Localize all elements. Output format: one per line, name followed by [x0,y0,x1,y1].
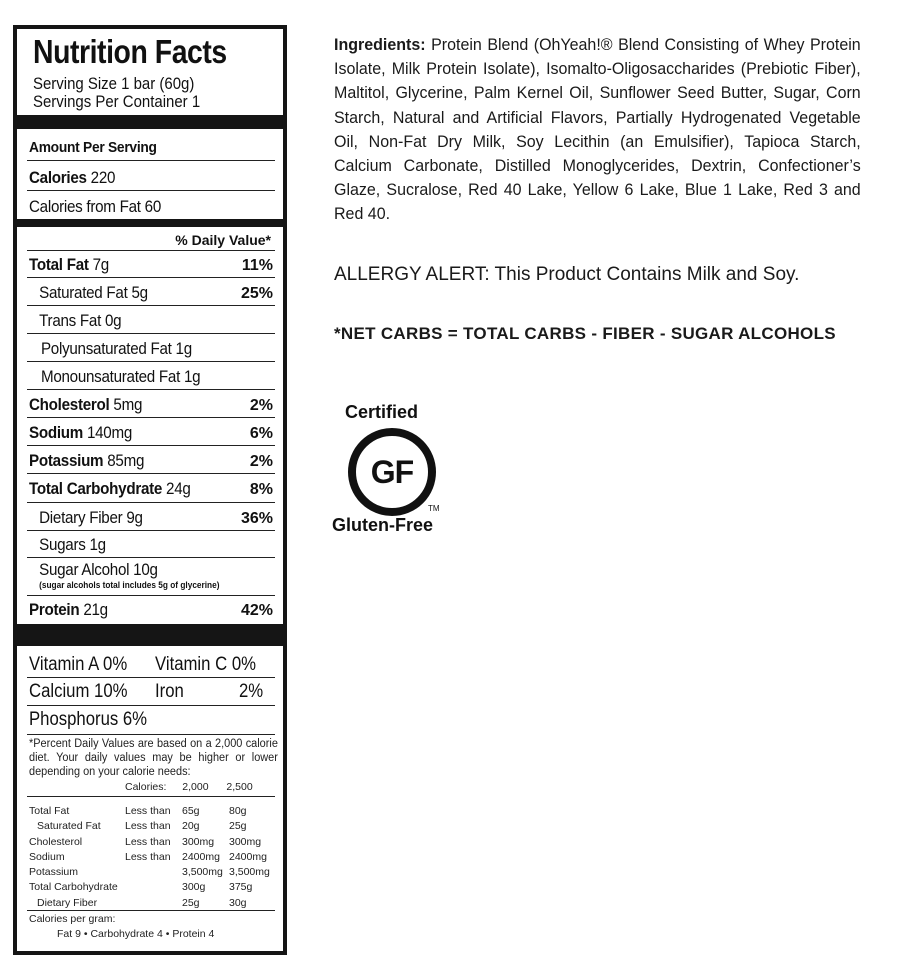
nutrient-pct: 36% [240,510,273,527]
nutrient-label: Total Carbohydrate [29,480,163,498]
calories-per-gram: Fat 9 • Carbohydrate 4 • Protein 4 [57,928,215,940]
calcium: Calcium 10% [29,681,128,702]
calories-from-fat: Calories from Fat 60 [29,198,161,216]
nutrient-amount: 21g [83,601,108,619]
nutrient-row-sugars [29,536,253,555]
nutrient-amount: 5g [131,284,148,302]
nutrient-pct: 6% [249,425,273,442]
ingredients-paragraph [334,33,861,227]
table-row: Total Fat Less than 65g 80g [29,805,247,817]
dv-header-2000: 2,000 [182,781,209,793]
gf-certified-text: Certified [345,402,419,422]
nutrient-row-potassium [29,452,253,471]
divider [27,361,275,362]
nutrient-row-sugar-alcohol [29,561,253,580]
dv-table-header [125,780,253,795]
nutrient-amount: 9g [126,509,143,527]
nutrient-label: Potassium [29,452,104,470]
table-row: Sodium Less than 2400mg 2400mg [29,850,267,863]
nutrient-pct: 8% [249,481,273,498]
divider [27,705,275,706]
nutrient-amount: 24g [166,480,191,498]
nutrition-title: Nutrition Facts [33,33,227,70]
dv-header-calories: Calories: [125,781,167,793]
ingredients-text: Protein Blend (OhYeah!® Blend Consisting of Whey Protein Isolate, Milk Protein Isolate), Isomalto-Oligosaccharides (Prebiotic Fiber), Maltitol, Glycerine, Palm Kernel Oil, Sunflower Seed Butter, Sugar, Corn Starch, Natural and Artificial Flavors, Partially Hydrogenated Vegetable Oil, Non-Fat Dry Milk, Soy Lecithin (an Emulsifier), Tapioca Starch, Calcium Carbonate, Distilled Monoglycerides, Dextrin, Confectioner’s Glaze, Sucralose, Red 40 Lake, Yellow 6 Lake, Blue 1 Lake, Red 3 and Red 40. [334,36,861,224]
table-row: Dietary Fiber 25g 30g [37,896,247,909]
daily-value-footnote: *Percent Daily Values are based on a 2,000 calorie diet. Your daily values may be higher or lower depending on your calorie needs: [29,738,278,778]
nutrient-pct: 25% [240,285,273,302]
ingredients-label: Ingredients: [334,36,426,54]
nutrient-row-saturated-fat [29,284,253,303]
nutrient-label: Cholesterol [29,396,110,414]
nutrient-pct: 42% [240,602,273,619]
nutrient-label: Trans Fat [39,312,102,330]
thick-divider [17,219,283,227]
divider [27,333,275,334]
gluten-free-certified-icon [332,400,462,542]
nutrient-label: Dietary Fiber [39,509,123,527]
nutrient-pct: 2% [249,453,273,470]
nutrient-amount: 7g [92,256,109,274]
table-row: Total Carbohydrate 300g 375g [29,881,253,894]
nutrient-amount: 1g [175,340,192,358]
divider [27,389,275,390]
calories-value: 220 [90,169,116,187]
gf-mark: GF [370,453,414,490]
iron-pct: 2% [239,681,264,702]
nutrient-row-cholesterol [29,396,253,415]
nutrient-amount: 1g [183,368,201,386]
nutrient-amount: 85mg [107,452,145,470]
divider [27,417,275,418]
divider [27,277,275,278]
divider [27,445,275,446]
divider [27,530,275,531]
allergy-alert: ALLERGY ALERT: This Product Contains Milk and Soy. [334,264,800,285]
divider [27,305,275,306]
divider [27,677,275,678]
nutrient-amount: 1g [89,536,106,554]
nutrient-row-dietary-fiber [29,509,253,528]
nutrient-row-trans-fat [29,312,253,331]
divider [27,250,275,251]
nutrient-row-total-carbohydrate [29,480,253,499]
calories-per-gram-label: Calories per gram: [29,913,116,925]
calories-row [29,169,253,188]
servings-per-container: Servings Per Container 1 [33,92,201,111]
nutrition-facts-label [13,25,287,955]
net-carbs-formula: *NET CARBS = TOTAL CARBS - FIBER - SUGAR ALCOHOLS [334,324,836,343]
divider [27,557,275,558]
divider [27,796,275,797]
divider [27,734,275,735]
vitamin-c: Vitamin C 0% [155,654,256,675]
daily-value-header: % Daily Value* [175,232,271,248]
gf-gluten-free-text: Gluten-Free [332,515,434,535]
divider [27,160,275,161]
sugar-alcohol-note: (sugar alcohols total includes 5g of glycerine) [39,580,220,590]
divider [27,595,275,596]
nutrient-pct: 2% [249,397,273,414]
nutrient-label: Sugars [39,536,86,554]
nutrient-label: Protein [29,601,80,619]
divider [27,502,275,503]
divider [27,473,275,474]
nutrient-label: Monounsaturated Fat [40,368,181,386]
trademark-mark: TM [428,504,440,513]
nutrient-row-protein [29,601,253,620]
nutrient-row-monounsaturated-fat [29,368,253,387]
phosphorus: Phosphorus 6% [29,709,148,730]
serving-size: Serving Size 1 bar (60g) [33,74,195,93]
iron: Iron [155,681,184,702]
nutrient-label: Polyunsaturated Fat [40,340,172,358]
thick-divider [17,115,283,129]
nutrient-label: Total Fat [29,256,89,274]
nutrient-amount: 10g [133,561,158,579]
divider [27,190,275,191]
nutrient-row-sodium [29,424,253,443]
dv-header-2500: 2,500 [226,781,253,793]
divider [27,910,275,911]
amount-per-serving: Amount Per Serving [29,139,157,156]
daily-value-reference-table [29,804,270,911]
nutrient-amount: 140mg [86,424,132,442]
nutrient-amount: 0g [104,312,122,330]
vitamin-a: Vitamin A 0% [29,654,128,675]
nutrient-pct: 11% [241,257,273,274]
table-row: Saturated Fat Less than 20g 25g [37,820,247,833]
table-row: Potassium 3,500mg 3,500mg [29,866,270,879]
nutrient-label: Saturated Fat [39,284,128,302]
nutrient-row-total-fat [29,256,253,275]
table-row: Cholesterol Less than 300mg 300mg [29,835,262,848]
nutrient-row-polyunsaturated-fat [29,340,253,359]
nutrient-amount: 5mg [113,396,143,414]
nutrient-label: Sodium [29,424,84,442]
nutrient-label: Sugar Alcohol [39,561,130,579]
gf-ring [348,428,436,516]
thick-divider [17,624,283,646]
calories-label: Calories [29,169,87,187]
